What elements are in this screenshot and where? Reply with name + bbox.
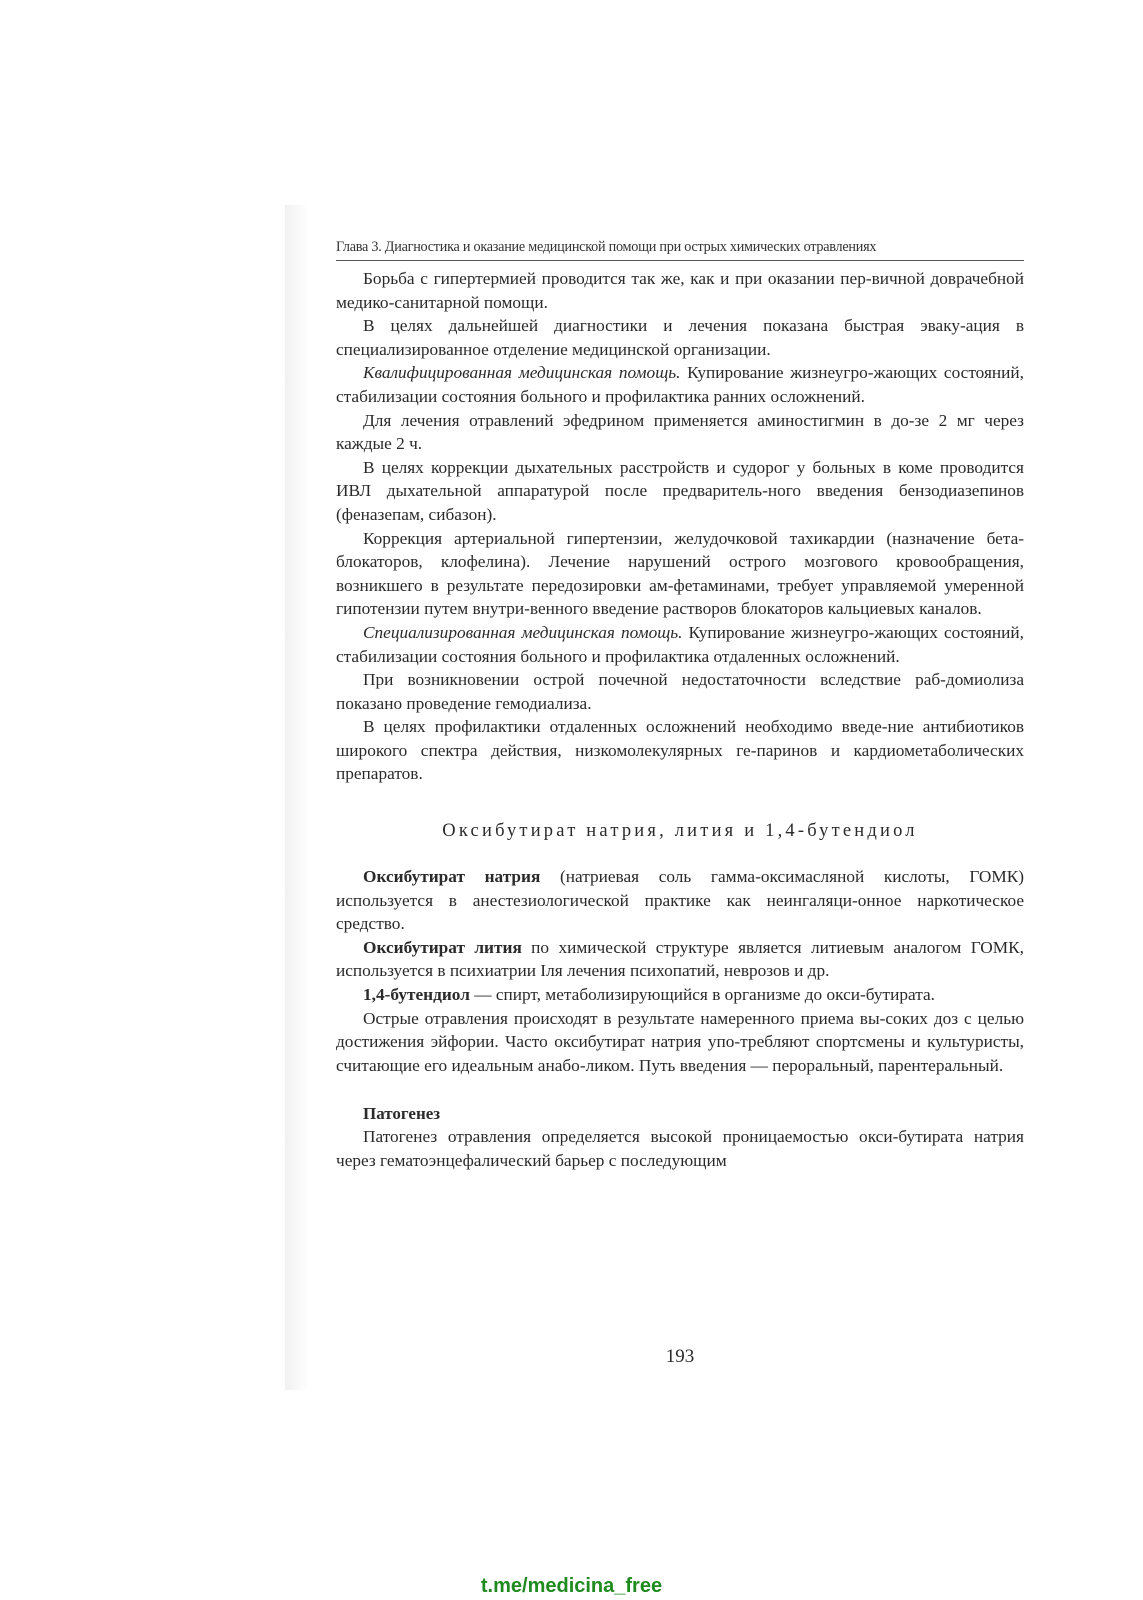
paragraph	[336, 983, 1024, 1007]
paragraph	[336, 527, 1024, 621]
paragraph	[336, 668, 1024, 715]
paragraph-text: Купирование жизнеугро-жающих состояний, стабилизации состояния больного и профилактика отдаленных осложнений.	[336, 622, 1024, 666]
paragraph-text: В целях дальнейшей диагностики и лечения показана быстрая эваку-ация в специализированное отделение медицинской организации.	[336, 316, 1024, 359]
paragraph-text: Коррекция артериальной гипертензии, желудочковой тахикардии (назначение бета-блокаторов, клофелина). Лечение нарушений острого мозгового кровообращения, возникшего в результате передозировки ам-фетаминами, требует управляемой умеренной гипотензии путем внутри-венного введение растворов блокаторов кальциевых каналов.	[336, 528, 1024, 619]
paragraph-text: В целях профилактики отдаленных осложнений необходимо введе-ние антибиотиков широкого спектра действия, низкомолекулярных ге-паринов и кардиометаболических препаратов.	[336, 717, 1024, 784]
subheading: Патогенез	[363, 1104, 441, 1124]
paragraph-text: Борьба с гипертермией проводится так же, как и при оказании пер-вичной доврачебной медико-санитарной помощи.	[336, 269, 1024, 312]
paragraph	[336, 409, 1024, 456]
italic-heading: Квалифицированная медицинская помощь.	[363, 363, 681, 383]
body-text-block-3	[336, 1125, 1024, 1172]
bold-term: Оксибутират натрия	[363, 867, 541, 887]
section-title: Оксибутират натрия, лития и 1,4-бутендиол	[442, 821, 918, 842]
bold-term: 1,4-бутендиол	[363, 985, 470, 1005]
paragraph-text: Острые отравления происходят в результате намеренного приема вы-соких доз с целью достижения эйфории. Часто оксибутират натрия упо-требляют спортсмены и культуристы, считающие его идеальным анабо-ликом. Путь введения — пероральный, парентеральный.	[336, 1008, 1024, 1075]
paragraph	[336, 715, 1024, 786]
paragraph	[336, 456, 1024, 527]
paragraph-text: — спирт, метаболизирующийся в организме до окси-бутирата.	[469, 985, 935, 1005]
paragraph	[336, 361, 1024, 408]
paragraph-text: При возникновении острой почечной недостаточности вследствие раб-домиолиза показано проведение гемодиализа.	[336, 670, 1024, 713]
paragraph	[336, 314, 1024, 361]
paragraph-text: (натриевая соль гамма-оксимасляной кислоты, ГОМК) используется в анестезиологической практике как неингаляци-онное наркотическое средство.	[336, 867, 1025, 934]
body-text-block-1	[336, 267, 1024, 786]
paragraph-text: В целях коррекции дыхательных расстройств и судорог у больных в коме проводится ИВЛ дыхательной аппаратурой после предваритель-ного введения бензодиазепинов (феназепам, сибазон).	[336, 457, 1024, 524]
paragraph	[336, 1125, 1024, 1172]
watermark-link[interactable]: t.me/medicina_free	[480, 1575, 663, 1597]
running-head: Глава 3. Диагностика и оказание медицинской помощи при острых химических отравлениях	[336, 238, 1024, 261]
paragraph	[336, 936, 1024, 983]
scan-edge-shadow	[285, 205, 309, 1390]
paragraph-text: по химической структуре является литиевым аналогом ГОМК, используется в психиатрии Iля лечения психопатий, неврозов и др.	[336, 937, 1024, 981]
paragraph	[336, 267, 1024, 314]
bold-term: Оксибутират лития	[363, 937, 522, 957]
paragraph-text: Для лечения отравлений эфедрином применяется аминостигмин в до-зе 2 мг через каждые 2 ч.	[336, 410, 1024, 454]
italic-heading: Специализированная медицинская помощь.	[363, 622, 683, 642]
paragraph	[336, 1007, 1024, 1078]
paragraph	[336, 621, 1024, 668]
paragraph-text: Патогенез отравления определяется высокой проницаемостью окси-бутирата натрия через гематоэнцефалический барьер с последующим	[336, 1127, 1024, 1170]
paragraph	[336, 865, 1024, 936]
body-text-block-2	[336, 865, 1024, 1077]
page-number: 193	[665, 1346, 695, 1367]
book-page	[336, 238, 1025, 1367]
paragraph-text: Купирование жизнеугро-жающих состояний, стабилизации состояния больного и профилактика ранних осложнений.	[336, 363, 1024, 406]
